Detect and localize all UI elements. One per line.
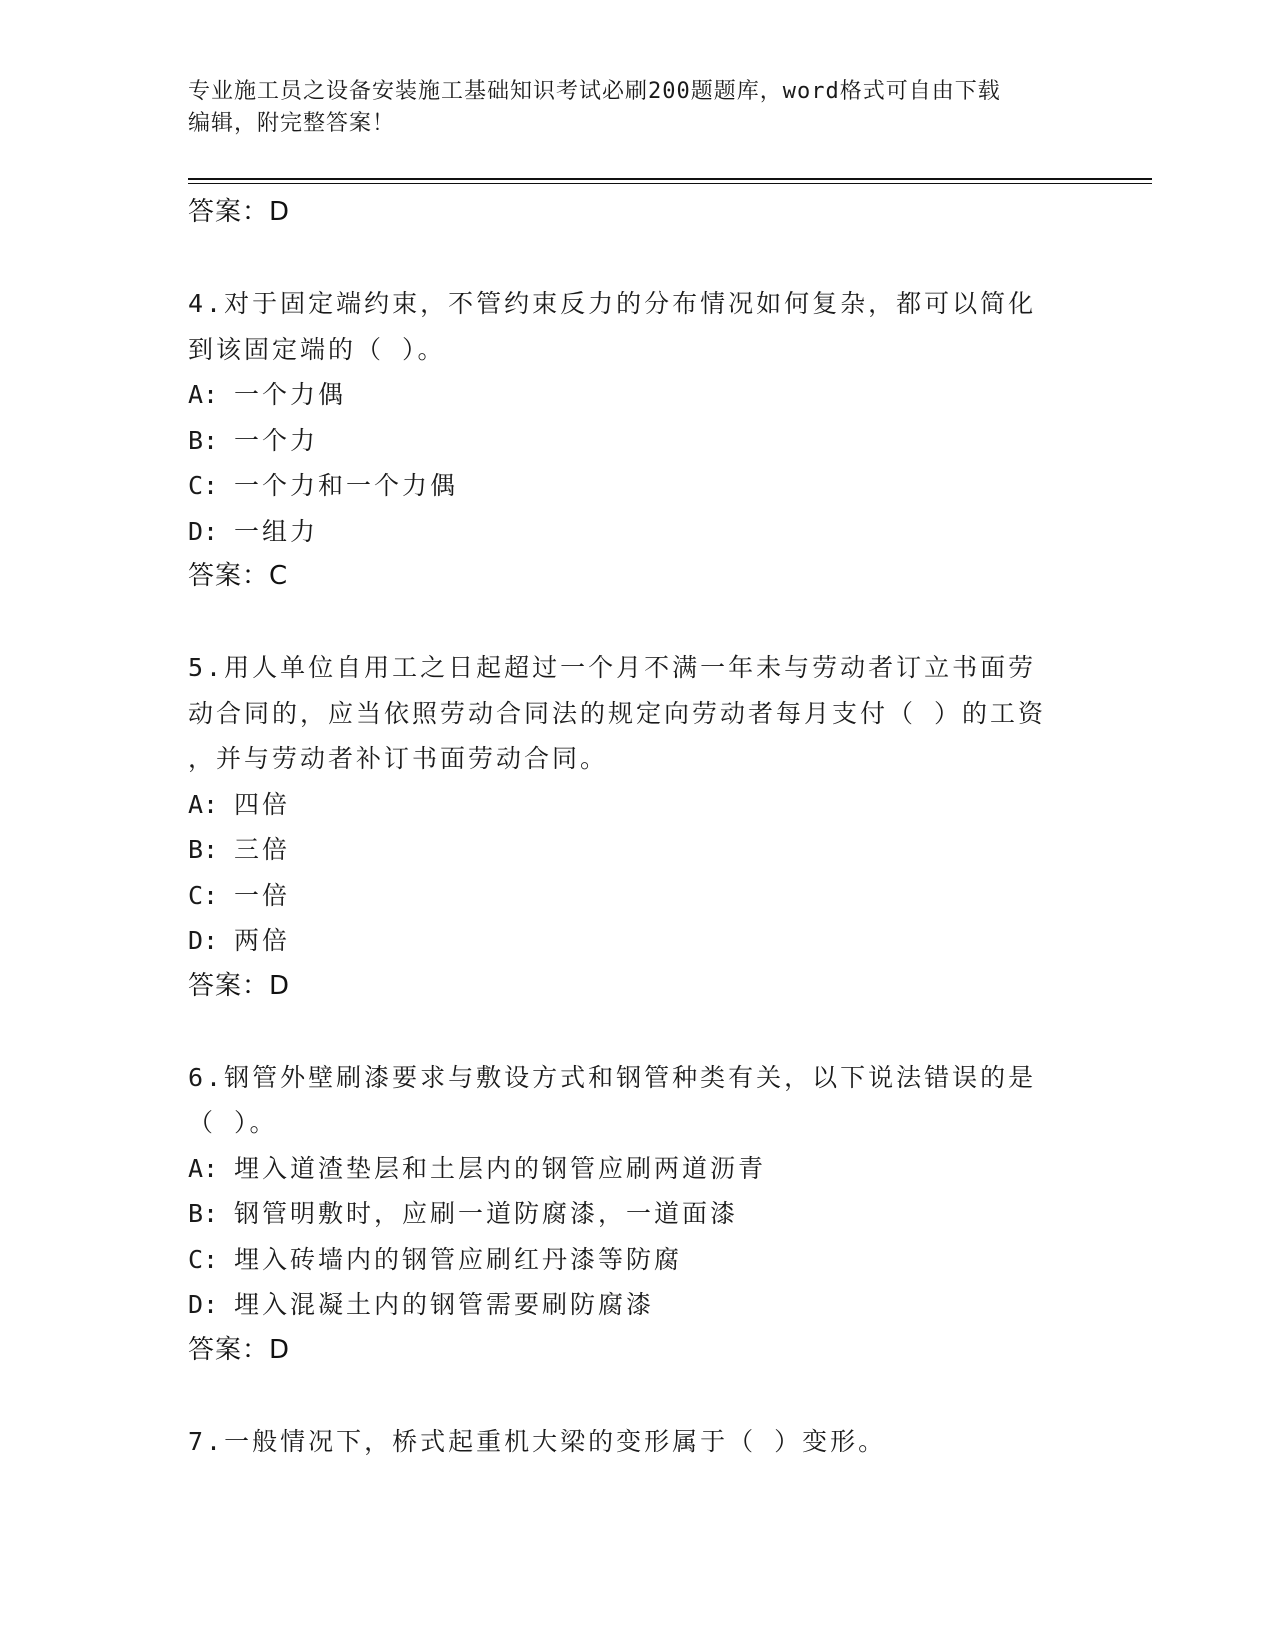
option-d	[188, 1282, 1088, 1328]
spacer	[188, 1009, 1088, 1055]
question-text-line: 动合同的，应当依照劳动合同法的规定向劳动者每月支付（ ）的工资	[188, 698, 1047, 728]
option-letter: B:	[188, 425, 219, 455]
option-letter: C:	[188, 1244, 219, 1274]
spacer	[188, 1373, 1088, 1419]
option-text: 埋入砖墙内的钢管应刷红丹漆等防腐	[234, 1244, 683, 1274]
option-text: 一个力偶	[234, 380, 347, 409]
option-letter: A:	[188, 1153, 219, 1183]
option-b	[188, 1191, 1088, 1237]
header-line-2: 编辑，附完整答案！	[188, 111, 396, 136]
question-block	[188, 1419, 1088, 1465]
question-text-line: 4.对于固定端约束，不管约束反力的分布情况如何复杂，都可以简化	[188, 289, 1037, 318]
question-block	[188, 281, 1088, 600]
option-text: 一个力	[234, 425, 319, 455]
option-a	[188, 782, 1088, 828]
option-letter: B:	[188, 835, 219, 864]
page-header	[188, 76, 1088, 140]
question-text-line: ，并与劳动者补订书面劳动合同。	[188, 744, 609, 773]
option-letter: C:	[188, 880, 219, 910]
answer-line: 答案：D	[188, 970, 291, 1001]
question-text-line: （ ）。	[188, 1108, 278, 1137]
option-letter: D:	[188, 516, 219, 546]
option-letter: D:	[188, 926, 219, 955]
spacer	[188, 600, 1088, 646]
option-text: 埋入道渣垫层和土层内的钢管应刷两道沥青	[234, 1153, 767, 1183]
question-text-line: 5.用人单位自用工之日起超过一个月不满一年未与劳动者订立书面劳	[188, 653, 1037, 682]
option-b	[188, 827, 1088, 873]
question-list	[188, 190, 1088, 1464]
option-d	[188, 918, 1088, 964]
header-divider-thin	[188, 183, 1152, 184]
option-text: 四倍	[234, 789, 291, 819]
option-text: 一组力	[234, 516, 319, 546]
option-text: 两倍	[234, 926, 291, 955]
option-a	[188, 1146, 1088, 1192]
option-c	[188, 873, 1088, 919]
header-divider-thick	[188, 178, 1152, 180]
option-letter: D:	[188, 1290, 219, 1319]
option-b	[188, 418, 1088, 464]
option-letter: A:	[188, 380, 219, 409]
option-c	[188, 1237, 1088, 1283]
option-text: 埋入混凝土内的钢管需要刷防腐漆	[234, 1290, 655, 1319]
option-a	[188, 372, 1088, 418]
option-text: 一个力和一个力偶	[234, 471, 459, 500]
question-block	[188, 645, 1088, 1009]
option-c	[188, 463, 1088, 509]
answer-line: 答案：D	[188, 1334, 291, 1365]
question-text-line: 7.一般情况下，桥式起重机大梁的变形属于（ ）变形。	[188, 1426, 887, 1456]
option-text: 钢管明敷时，应刷一道防腐漆，一道面漆	[234, 1199, 739, 1228]
answer-line: 答案：D	[188, 197, 291, 227]
option-letter: B:	[188, 1199, 219, 1228]
spacer	[188, 236, 1088, 282]
option-d	[188, 509, 1088, 555]
option-text: 三倍	[234, 835, 291, 864]
question-text-line: 6.钢管外壁刷漆要求与敷设方式和钢管种类有关，以下说法错误的是	[188, 1062, 1037, 1092]
option-letter: C:	[188, 471, 219, 500]
answer-line: 答案：C	[188, 561, 289, 591]
option-text: 一倍	[234, 880, 291, 910]
header-line-1: 专业施工员之设备安装施工基础知识考试必刷200题题库，word格式可自由下载	[188, 79, 1001, 104]
option-letter: A:	[188, 789, 219, 819]
question-text-line: 到该固定端的（ ）。	[188, 334, 446, 364]
question-block	[188, 1055, 1088, 1374]
